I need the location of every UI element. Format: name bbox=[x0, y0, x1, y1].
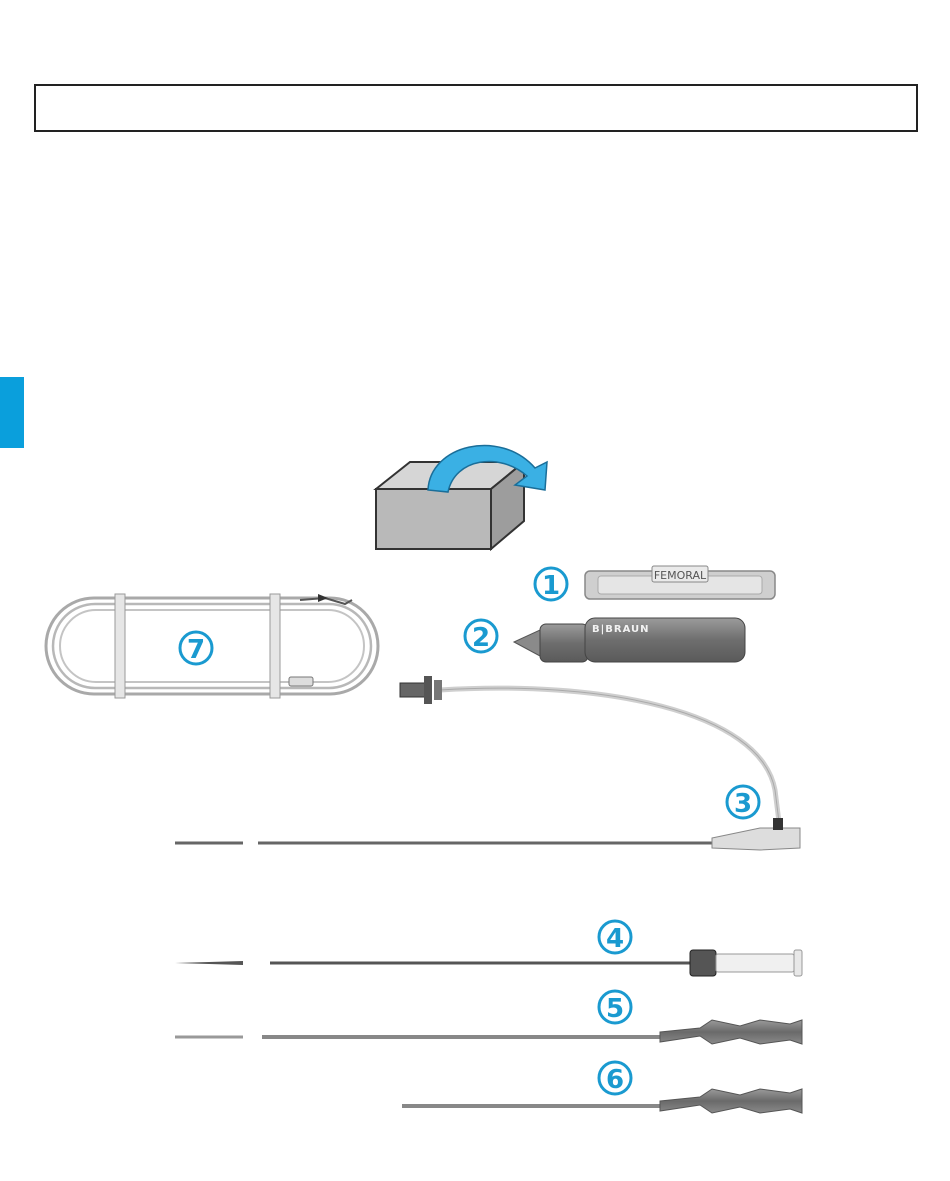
braun-label: B|BRAUN bbox=[592, 624, 650, 635]
femoral-label: FEMORAL bbox=[653, 569, 707, 582]
number-badge-5 bbox=[599, 991, 631, 1024]
dilator-short bbox=[402, 1089, 802, 1113]
number-badge-7 bbox=[180, 632, 212, 665]
femoral-clamp bbox=[585, 566, 775, 599]
number-label-6: 6 bbox=[605, 1065, 625, 1095]
introducer-needle bbox=[175, 950, 802, 976]
number-label-5: 5 bbox=[605, 994, 625, 1024]
number-label-2: 2 bbox=[471, 623, 491, 653]
number-badge-1 bbox=[535, 568, 567, 601]
box-turn-icon bbox=[376, 445, 547, 549]
number-badge-2 bbox=[465, 620, 497, 653]
number-label-7: 7 bbox=[186, 635, 206, 665]
catheter-with-extension bbox=[175, 676, 800, 850]
number-badge-4 bbox=[599, 921, 631, 954]
number-badge-3 bbox=[727, 786, 759, 819]
number-label-3: 3 bbox=[733, 789, 753, 819]
braun-device bbox=[514, 618, 745, 662]
number-label-1: 1 bbox=[541, 571, 561, 601]
number-label-4: 4 bbox=[605, 924, 625, 954]
dilator-long bbox=[175, 1020, 802, 1044]
number-badge-6 bbox=[599, 1062, 631, 1095]
